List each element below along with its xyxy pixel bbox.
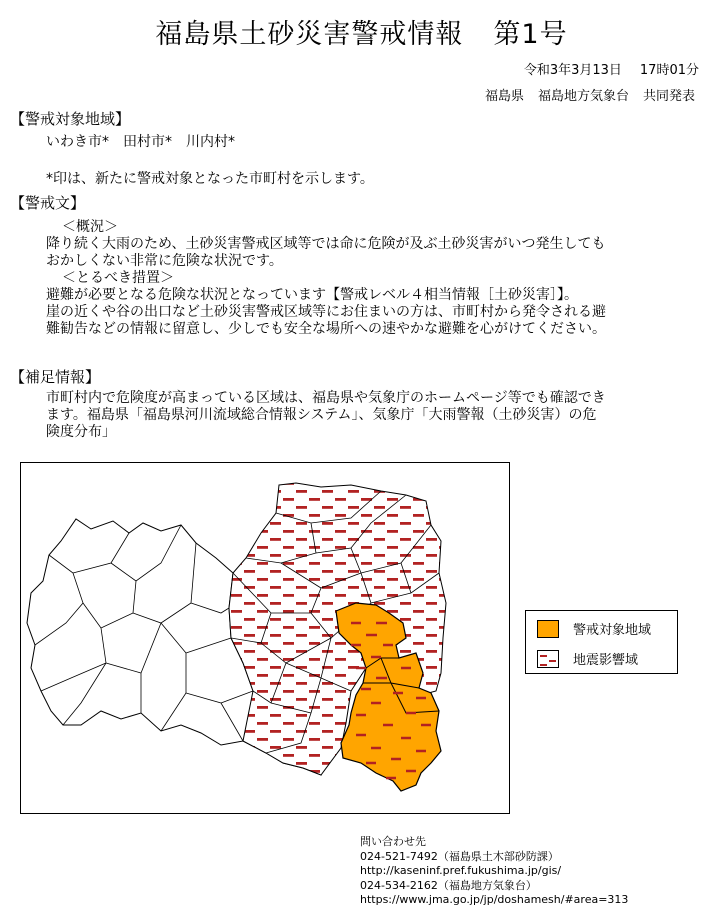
supplement-line-2: ます。福島県「福島県河川流域総合情報システム」、気象庁「大雨警報（土砂災害）の危 [46,407,597,423]
measures-label: ＜とるべき措置＞ [62,270,174,286]
quake-area-swatch [537,650,559,668]
contact-heading: 問い合わせ先 [360,835,426,848]
warning-text-body [46,219,646,338]
warning-area-swatch [537,620,559,638]
issue-date: 令和3年3月13日 [523,63,622,78]
target-area-heading: 【警戒対象地域】 [10,110,131,128]
target-area-note: *印は、新たに警戒対象となった市町村を示します。 [46,171,374,187]
supplement-line-1: 市町村内で危険度が高まっている区域は、福島県や気象庁のホームページ等でも確認でき [46,390,606,406]
measures-line-3: 難勧告などの情報に留意し、少しでも安全な場所への速やかな避難を心がけてください。 [46,321,606,337]
supplement-body [46,390,646,441]
issue-datetime [524,59,699,78]
map-svg [21,463,509,813]
supplement-heading: 【補足情報】 [10,368,101,386]
title-text: 福島県土砂災害警戒情報 [155,19,464,50]
issuer-prefecture: 福島県 [484,89,524,104]
map-legend [525,610,678,674]
fukushima-map [20,462,510,814]
issuer-observatory: 福島地方気象台 [537,89,629,104]
legend-quake-row [537,649,638,668]
contact-info [360,835,628,908]
supplement-line-3: 険度分布」 [46,424,116,440]
contact-url-2[interactable]: https://www.jma.go.jp/jp/doshamesh/#area=313 [360,893,629,906]
warning-text-heading: 【警戒文】 [10,194,86,212]
issuer-line [471,85,695,104]
issuer-joint: 共同発表 [642,89,695,104]
contact-phone-2: 024-534-2162（福島地方気象台） [360,878,537,892]
contact-phone-1: 024-521-7492（福島県土木部砂防課） [360,849,559,863]
issue-number: 第1号 [493,19,568,50]
situation-line-2: おかしくない非常に危険な状況です。 [46,253,283,269]
contact-url-1[interactable]: http://kaseninf.pref.fukushima.jp/gis/ [360,864,562,877]
legend-quake-label: 地震影響域 [573,653,639,668]
measures-line-1: 避難が必要となる危険な状況となっています【警戒レベル４相当情報［土砂災害］】。 [46,287,578,303]
issue-time: 17時01分 [639,63,699,78]
measures-line-2: 崖の近くや谷の出口など土砂災害警戒区域等にお住まいの方は、市町村から発令される避 [46,304,606,320]
page-title [0,12,723,51]
legend-warning-label: 警戒対象地域 [573,623,652,638]
situation-label: ＜概況＞ [62,219,118,235]
target-area-list: いわき市* 田村市* 川内村* [46,134,235,150]
legend-warning-row [537,619,651,638]
situation-line-1: 降り続く大雨のため、土砂災害警戒区域等では命に危険が及ぶ土砂災害がいつ発生しても [46,236,606,252]
